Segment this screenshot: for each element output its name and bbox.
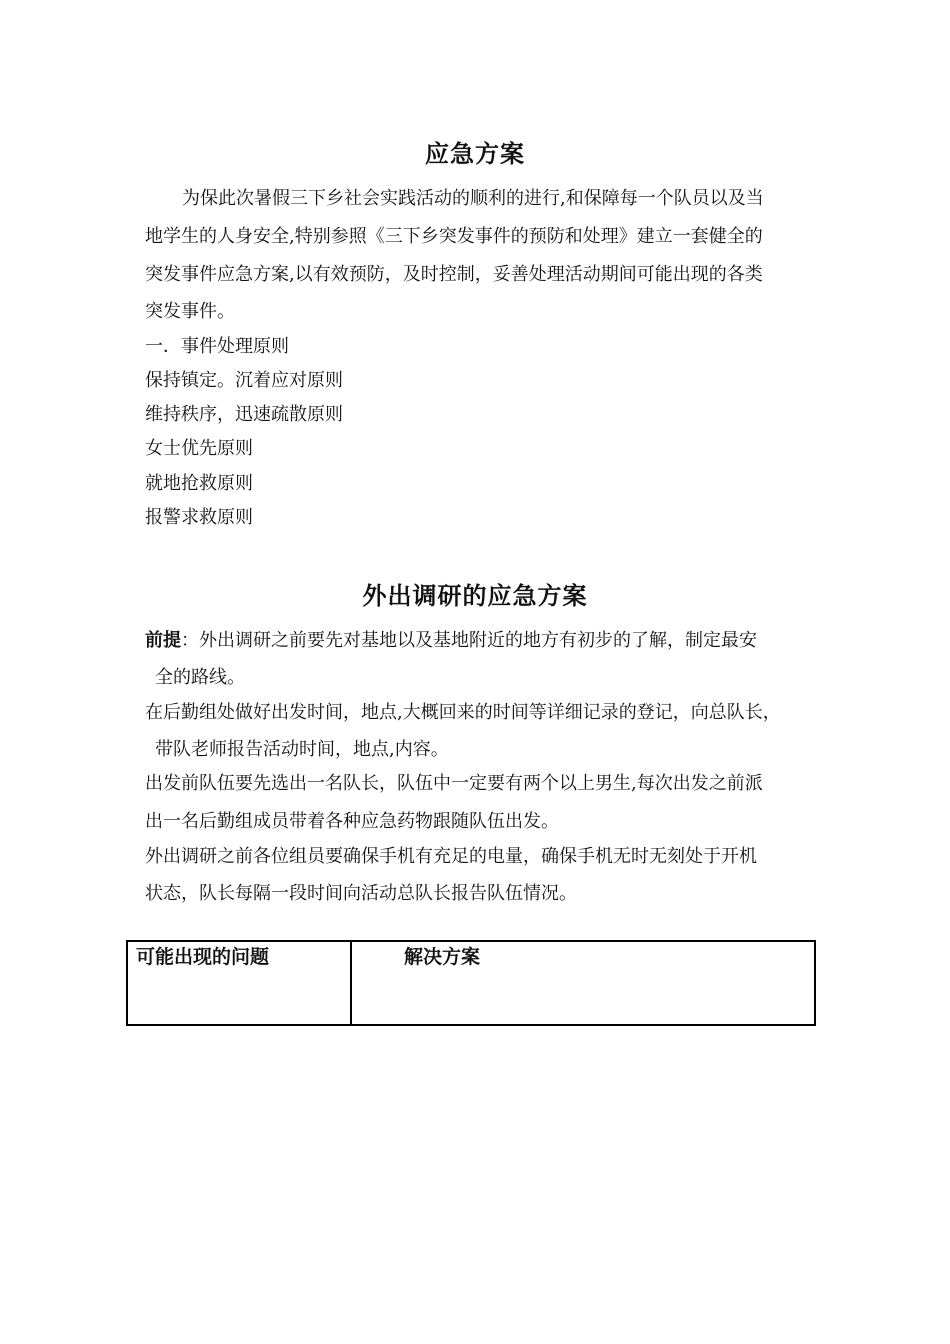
premise-colon: ：: [181, 630, 199, 651]
section-title-field-research-plan: 外出调研的应急方案: [362, 582, 588, 610]
intro-line-2: 地学生的人身安全,特别参照《三下乡突发事件的预防和处理》建立一套健全的: [145, 226, 763, 247]
intro-line-4: 突发事件。: [145, 301, 235, 322]
premise-line-1: [145, 630, 757, 652]
item2-line-2: 带队老师报告活动时间，地点,内容。: [155, 739, 449, 760]
principle-item: 保持镇定。沉着应对原则: [145, 370, 343, 391]
principle-item: 女士优先原则: [145, 438, 253, 459]
problem-solution-table: [126, 940, 816, 1026]
item2-line-1: 在后勤组处做好出发时间，地点,大概回来的时间等详细记录的登记，向总队长，: [145, 702, 781, 723]
premise-label: 前提: [145, 630, 181, 651]
table-cell-problems: [128, 942, 352, 1024]
table-header-problems: 可能出现的问题: [136, 946, 270, 968]
table-header-solutions: 解决方案: [404, 946, 481, 968]
section-title-emergency-plan: 应急方案: [425, 140, 525, 168]
premise-text: 外出调研之前要先对基地以及基地附近的地方有初步的了解，制定最安: [199, 630, 757, 651]
table-cell-solutions: [352, 942, 814, 1024]
item4-line-2: 状态，队长每隔一段时间向活动总队长报告队伍情况。: [145, 883, 577, 904]
principle-item: 就地抢救原则: [145, 473, 253, 494]
item3-line-1: 出发前队伍要先选出一名队长，队伍中一定要有两个以上男生,每次出发之前派: [145, 773, 763, 794]
premise-line-2: 全的路线。: [155, 667, 245, 688]
principle-item: 维持秩序，迅速疏散原则: [145, 404, 343, 425]
intro-line-1: 为保此次暑假三下乡社会实践活动的顺利的进行,和保障每一个队员以及当: [182, 188, 764, 209]
principle-item: 报警求救原则: [145, 507, 253, 528]
item4-line-1: 外出调研之前各位组员要确保手机有充足的电量，确保手机无时无刻处于开机: [145, 846, 757, 867]
item3-line-2: 出一名后勤组成员带着各种应急药物跟随队伍出发。: [145, 811, 559, 832]
intro-line-3: 突发事件应急方案,以有效预防，及时控制，妥善处理活动期间可能出现的各类: [145, 264, 763, 285]
principles-heading: 一．事件处理原则: [145, 336, 289, 357]
